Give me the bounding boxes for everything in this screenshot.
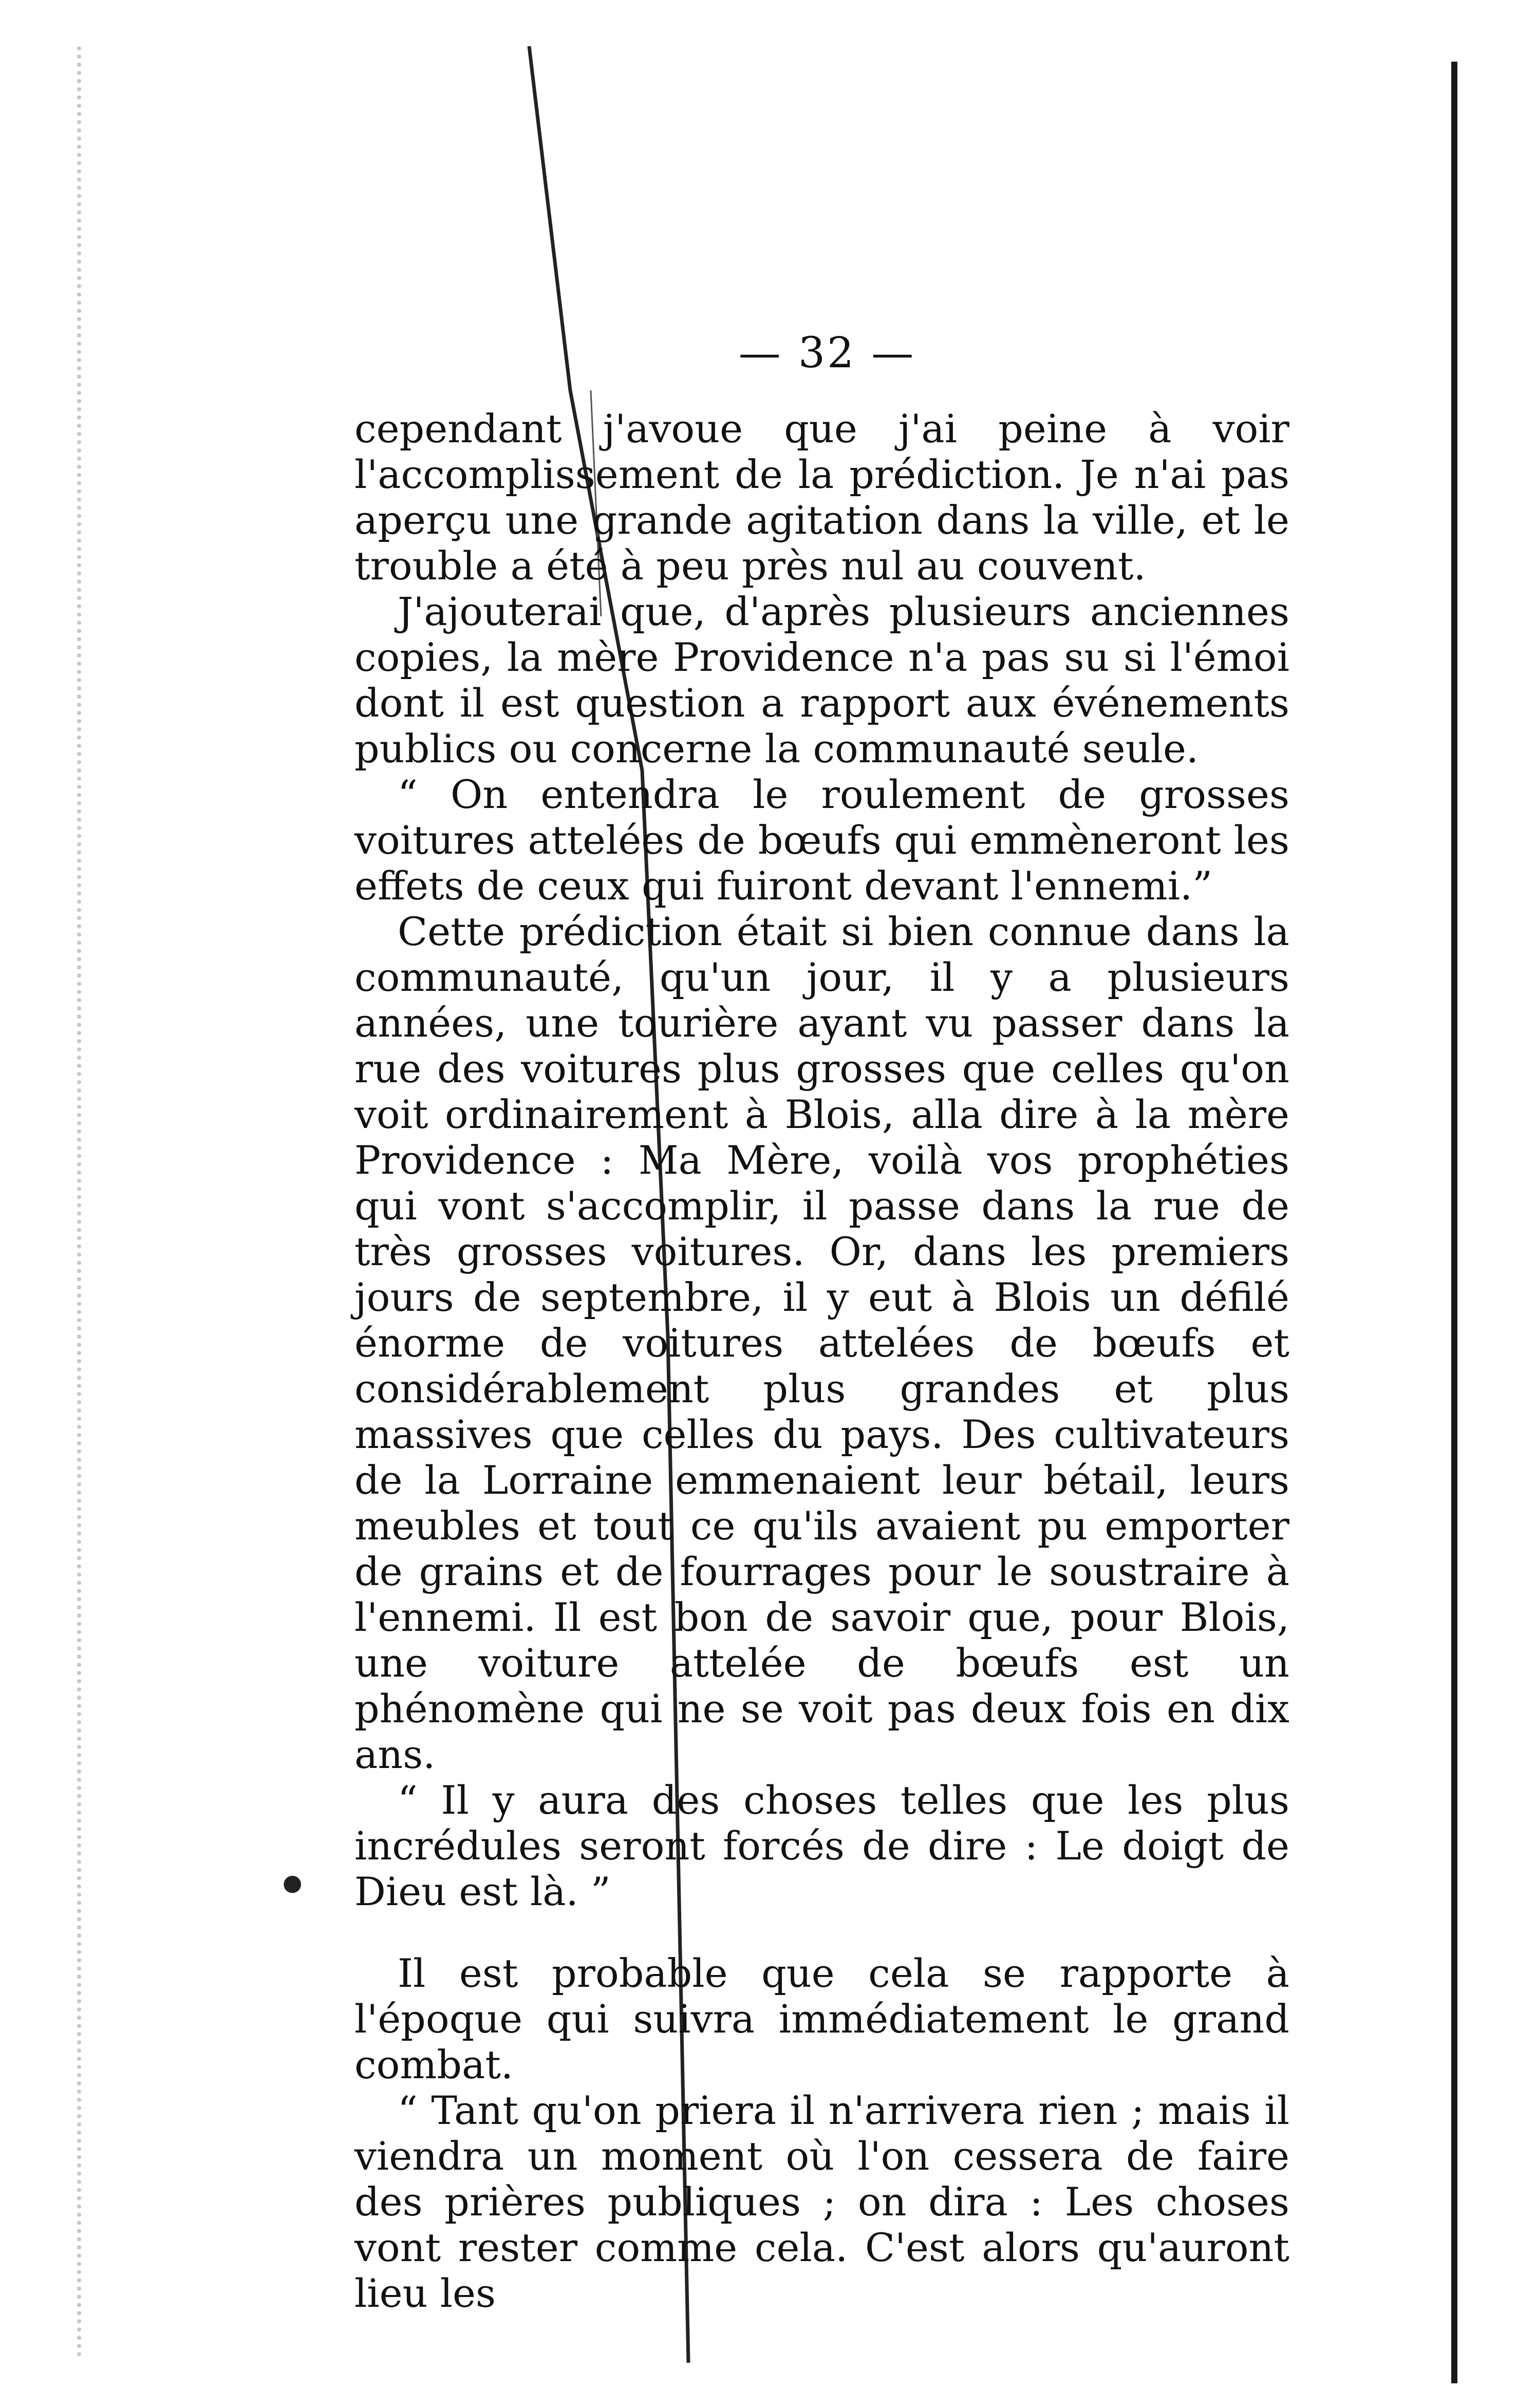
scan-edge-right [1451, 62, 1457, 2383]
ink-blot-mark: ● [283, 1870, 303, 1896]
paragraph-3: “ On entendra le roulement de grosses voitures attelées de bœufs qui emmèneront les effets de ceux qui fuiront devant l'ennemi.” [354, 772, 1289, 909]
page-number: — 32 — [738, 329, 916, 378]
paragraph-7: “ Tant qu'on priera il n'arrivera rien ; mais il viendra un moment où l'on cessera de faire des prières publiques ; on dira : Les choses vont rester comme cela. C'est alors qu'auront lieu les [354, 2087, 1289, 2316]
paragraph-1: cependant j'avoue que j'ai peine à voir l'accomplissement de la prédiction. Je n'ai pas aperçu une grande agitation dans la ville, et le trouble a été à peu près nul au couvent. [354, 406, 1289, 589]
paragraph-5: “ Il y aura des choses telles que les plus incrédules seront forcés de dire : Le doigt de Dieu est là. ” [354, 1777, 1289, 1914]
paragraph-4: Cette prédiction était si bien connue dans la communauté, qu'un jour, il y a plusieurs années, une tourière ayant vu passer dans la rue des voitures plus grosses que celles qu'on voit ordinairement à Blois, alla dire à la mère Providence : Ma Mère, voilà vos prophéties qui vont s'accomplir, il passe dans la rue de très grosses voitures. Or, dans les premiers jours de septembre, il y eut à Blois un défilé énorme de voitures attelées de bœufs et considérablement plus grandes et plus massives que celles du pays. Des cultivateurs de la Lorraine emmenaient leur bétail, leurs meubles et tout ce qu'ils avaient pu emporter de grains et de fourrages pour le soustraire à l'ennemi. Il est bon de savoir que, pour Blois, une voiture attelée de bœufs est un phénomène qui ne se voit pas deux fois en dix ans. [354, 909, 1289, 1777]
body-text [354, 406, 1289, 2316]
paragraph-6: Il est probable que cela se rapporte à l'époque qui suivra immédiatement le grand combat. [354, 1950, 1289, 2087]
scan-edge-left [77, 46, 112, 2358]
paragraph-2: J'ajouterai que, d'après plusieurs anciennes copies, la mère Providence n'a pas su si l'émoi dont il est question a rapport aux événements publics ou concerne la communauté seule. [354, 589, 1289, 772]
